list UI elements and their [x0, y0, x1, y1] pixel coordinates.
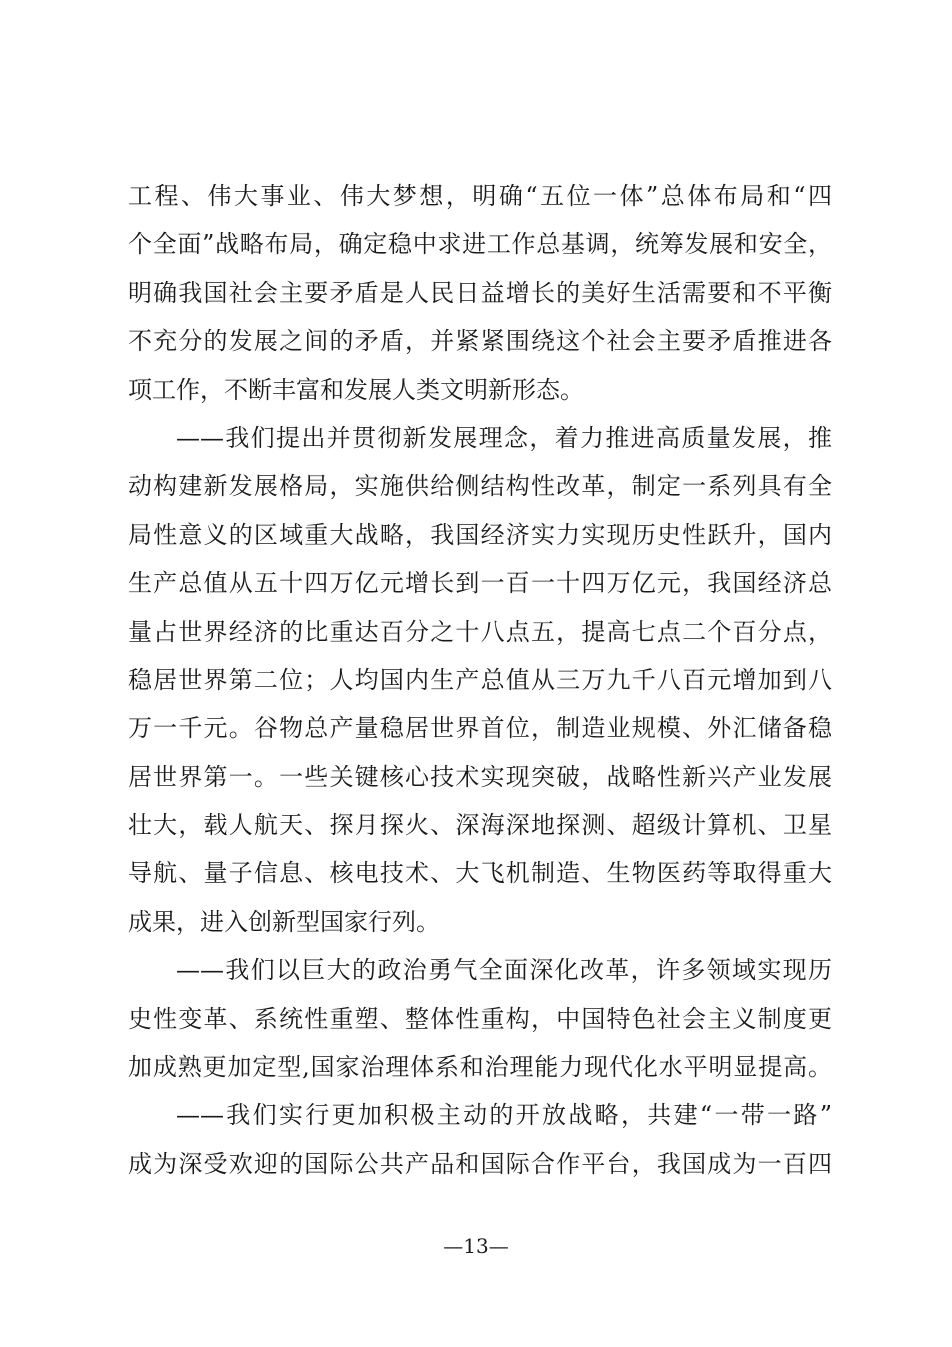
text-line: 不充分的发展之间的矛盾，并紧紧围绕这个社会主要矛盾推进各: [128, 327, 832, 356]
page-number: —13—: [443, 1234, 509, 1258]
text-line: 万一千元。谷物总产量稳居世界首位，制造业规模、外汇储备稳: [128, 714, 832, 743]
text-line: ——我们提出并贯彻新发展理念，着力推进高质量发展，推: [176, 423, 832, 452]
text-line: 项工作，不断丰富和发展人类文明新形态。: [128, 375, 584, 404]
text-line: 成果，进入创新型国家行列。: [128, 907, 440, 936]
text-line: 生产总值从五十四万亿元增长到一百一十四万亿元，我国经济总: [128, 569, 832, 598]
text-line: 量占世界经济的比重达百分之十八点五，提高七点二个百分点，: [128, 617, 832, 646]
text-line: 明确我国社会主要矛盾是人民日益增长的美好生活需要和不平衡: [128, 278, 832, 307]
text-line: 工程、伟大事业、伟大梦想，明确“五位一体”总体布局和“四: [128, 182, 832, 210]
text-line: ——我们实行更加积极主动的开放战略，共建“一带一路”: [176, 1101, 832, 1130]
text-line: 局性意义的区域重大战略，我国经济实力实现历史性跃升，国内: [128, 520, 832, 549]
text-line: 个全面”战略布局，确定稳中求进工作总基调，统筹发展和安全，: [128, 230, 832, 259]
text-line: 稳居世界第二位；人均国内生产总值从三万九千八百元增加到八: [128, 665, 832, 694]
text-line: 壮大，载人航天、探月探火、深海深地探测、超级计算机、卫星: [128, 811, 832, 840]
text-line: 居世界第一。一些关键核心技术实现突破，战略性新兴产业发展: [128, 762, 832, 791]
text-line: 导航、量子信息、核电技术、大飞机制造、生物医药等取得重大: [128, 859, 832, 888]
text-line: 史性变革、系统性重塑、整体性重构，中国特色社会主义制度更: [128, 1004, 832, 1033]
body-text: [128, 172, 832, 1188]
text-line: ——我们以巨大的政治勇气全面深化改革，许多领域实现历: [176, 956, 832, 985]
text-line: 动构建新发展格局，实施供给侧结构性改革，制定一系列具有全: [128, 472, 832, 501]
text-line: 成为深受欢迎的国际公共产品和国际合作平台，我国成为一百四: [128, 1149, 832, 1178]
text-line: 加成熟更加定型,国家治理体系和治理能力现代化水平明显提高。: [128, 1053, 832, 1082]
